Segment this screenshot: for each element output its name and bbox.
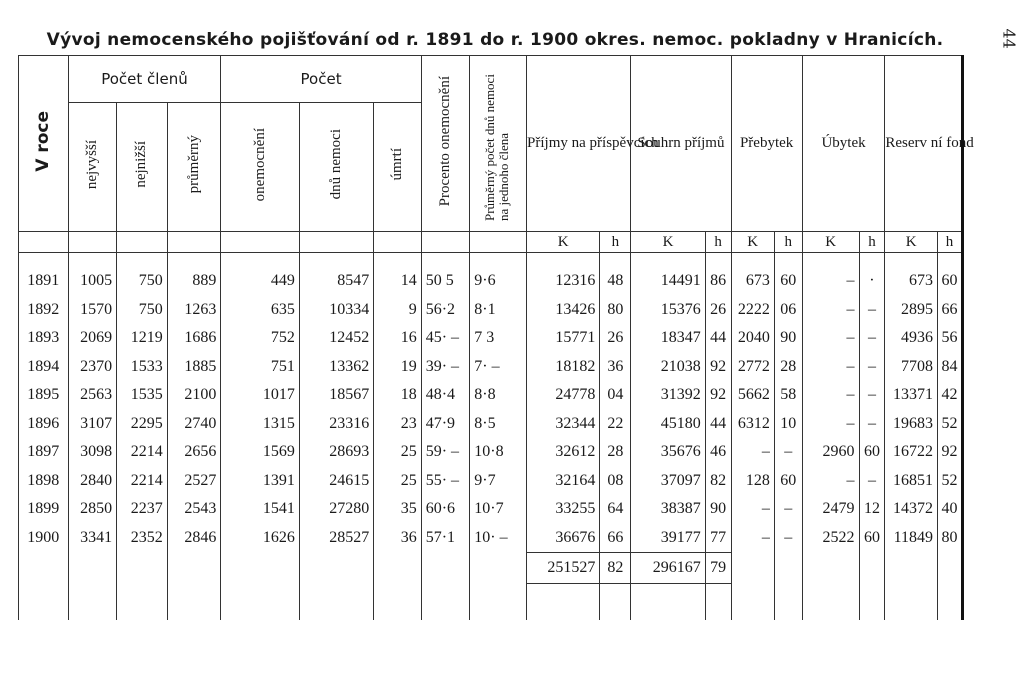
cell-res-h: 52 bbox=[938, 467, 963, 496]
total-tot-h: 79 bbox=[705, 553, 731, 584]
table-row bbox=[19, 467, 963, 496]
cell-days: 12452 bbox=[299, 324, 373, 353]
cell-ill: 1315 bbox=[221, 410, 299, 439]
cell-res-h: 66 bbox=[938, 296, 963, 325]
kh-k: K bbox=[802, 232, 859, 253]
header-reserve: Reserv ní fond bbox=[885, 56, 963, 232]
cell-avg: 2656 bbox=[167, 438, 221, 467]
cell-res-h: 92 bbox=[938, 438, 963, 467]
cell-def-k: 2960 bbox=[802, 438, 859, 467]
cell-max: 2563 bbox=[68, 381, 117, 410]
kh-k: K bbox=[731, 232, 774, 253]
cell-res-k: 13371 bbox=[885, 381, 938, 410]
table-row bbox=[19, 253, 963, 296]
cell-max: 1005 bbox=[68, 253, 117, 296]
header-avg: průměrný bbox=[167, 103, 221, 232]
cell-inc-h: 48 bbox=[600, 253, 631, 296]
table-row bbox=[19, 410, 963, 439]
cell-def-k: 2479 bbox=[802, 495, 859, 524]
cell-inc-h: 36 bbox=[600, 353, 631, 382]
cell-pct: 50 5 bbox=[421, 253, 470, 296]
cell-res-k: 673 bbox=[885, 253, 938, 296]
cell-res-h: 42 bbox=[938, 381, 963, 410]
header-surplus: Přebytek bbox=[731, 56, 802, 232]
cell-deaths: 19 bbox=[374, 353, 422, 382]
cell-max: 2069 bbox=[68, 324, 117, 353]
totals-row bbox=[19, 553, 963, 584]
cell-tot-k: 21038 bbox=[631, 353, 705, 382]
table-row bbox=[19, 495, 963, 524]
cell-sur-h: 90 bbox=[774, 324, 802, 353]
cell-avg: 2527 bbox=[167, 467, 221, 496]
cell-res-k: 16722 bbox=[885, 438, 938, 467]
cell-deaths: 35 bbox=[374, 495, 422, 524]
cell-def-h: 60 bbox=[859, 438, 885, 467]
cell-def-k: – bbox=[802, 410, 859, 439]
cell-sur-h: 60 bbox=[774, 467, 802, 496]
cell-avg: 2543 bbox=[167, 495, 221, 524]
cell-inc-h: 64 bbox=[600, 495, 631, 524]
kh-k: K bbox=[885, 232, 938, 253]
cell-year: 1892 bbox=[19, 296, 69, 325]
header-illnesses: onemocnění bbox=[221, 103, 299, 232]
cell-days: 8547 bbox=[299, 253, 373, 296]
cell-min: 1533 bbox=[117, 353, 168, 382]
header-deaths: úmrtí bbox=[374, 103, 422, 232]
header-members-group: Počet členů bbox=[68, 56, 221, 103]
cell-ill: 1626 bbox=[221, 524, 299, 553]
kh-k: K bbox=[527, 232, 600, 253]
table-row bbox=[19, 324, 963, 353]
cell-tot-h: 26 bbox=[705, 296, 731, 325]
cell-res-k: 16851 bbox=[885, 467, 938, 496]
header-total-income: Souhrn příjmů bbox=[631, 56, 731, 232]
table-row bbox=[19, 438, 963, 467]
cell-avg: 1263 bbox=[167, 296, 221, 325]
cell-ill: 1541 bbox=[221, 495, 299, 524]
cell-deaths: 18 bbox=[374, 381, 422, 410]
cell-res-k: 7708 bbox=[885, 353, 938, 382]
cell-avgdays: 9·6 bbox=[470, 253, 527, 296]
cell-sur-h: – bbox=[774, 495, 802, 524]
cell-res-k: 11849 bbox=[885, 524, 938, 553]
cell-days: 27280 bbox=[299, 495, 373, 524]
header-pct: Procento onemocnění bbox=[421, 56, 470, 232]
cell-def-k: – bbox=[802, 381, 859, 410]
cell-inc-h: 26 bbox=[600, 324, 631, 353]
cell-sur-h: 10 bbox=[774, 410, 802, 439]
cell-def-h: 60 bbox=[859, 524, 885, 553]
cell-deaths: 36 bbox=[374, 524, 422, 553]
cell-inc-k: 13426 bbox=[527, 296, 600, 325]
cell-min: 2214 bbox=[117, 438, 168, 467]
cell-year: 1891 bbox=[19, 253, 69, 296]
page-number: 44 bbox=[999, 28, 1019, 49]
header-deficit: Úbytek bbox=[802, 56, 885, 232]
cell-sur-k: 6312 bbox=[731, 410, 774, 439]
cell-tot-h: 90 bbox=[705, 495, 731, 524]
cell-pct: 56·2 bbox=[421, 296, 470, 325]
cell-sur-k: 2040 bbox=[731, 324, 774, 353]
cell-ill: 751 bbox=[221, 353, 299, 382]
cell-tot-h: 46 bbox=[705, 438, 731, 467]
cell-days: 24615 bbox=[299, 467, 373, 496]
cell-sur-k: 2772 bbox=[731, 353, 774, 382]
cell-sur-h: 58 bbox=[774, 381, 802, 410]
cell-def-h: – bbox=[859, 324, 885, 353]
cell-tot-h: 44 bbox=[705, 410, 731, 439]
cell-days: 18567 bbox=[299, 381, 373, 410]
cell-def-k: – bbox=[802, 353, 859, 382]
cell-days: 10334 bbox=[299, 296, 373, 325]
cell-tot-k: 14491 bbox=[631, 253, 705, 296]
cell-res-k: 4936 bbox=[885, 324, 938, 353]
cell-year: 1898 bbox=[19, 467, 69, 496]
insurance-table bbox=[18, 55, 974, 620]
cell-deaths: 25 bbox=[374, 438, 422, 467]
kh-blank bbox=[19, 232, 69, 253]
total-tot-k: 296167 bbox=[631, 553, 705, 584]
cell-pct: 39· – bbox=[421, 353, 470, 382]
cell-sur-k: 2222 bbox=[731, 296, 774, 325]
cell-pct: 60·6 bbox=[421, 495, 470, 524]
cell-def-h: 12 bbox=[859, 495, 885, 524]
cell-sur-k: – bbox=[731, 495, 774, 524]
cell-deaths: 16 bbox=[374, 324, 422, 353]
total-inc-k: 251527 bbox=[527, 553, 600, 584]
cell-avg: 2100 bbox=[167, 381, 221, 410]
cell-pct: 47·9 bbox=[421, 410, 470, 439]
cell-tot-h: 82 bbox=[705, 467, 731, 496]
cell-tot-h: 77 bbox=[705, 524, 731, 553]
cell-avgdays: 10· – bbox=[470, 524, 527, 553]
cell-tot-k: 18347 bbox=[631, 324, 705, 353]
cell-sur-h: 28 bbox=[774, 353, 802, 382]
cell-inc-h: 22 bbox=[600, 410, 631, 439]
kh-h: h bbox=[600, 232, 631, 253]
table-row bbox=[19, 524, 963, 553]
cell-res-h: 40 bbox=[938, 495, 963, 524]
cell-def-k: 2522 bbox=[802, 524, 859, 553]
cell-days: 28527 bbox=[299, 524, 373, 553]
cell-avg: 2846 bbox=[167, 524, 221, 553]
cell-inc-k: 32612 bbox=[527, 438, 600, 467]
cell-res-h: 56 bbox=[938, 324, 963, 353]
cell-inc-k: 24778 bbox=[527, 381, 600, 410]
cell-tot-h: 44 bbox=[705, 324, 731, 353]
cell-tot-k: 45180 bbox=[631, 410, 705, 439]
cell-def-h: – bbox=[859, 296, 885, 325]
cell-inc-k: 12316 bbox=[527, 253, 600, 296]
cell-year: 1895 bbox=[19, 381, 69, 410]
cell-ill: 1017 bbox=[221, 381, 299, 410]
cell-deaths: 25 bbox=[374, 467, 422, 496]
cell-deaths: 14 bbox=[374, 253, 422, 296]
cell-inc-k: 32344 bbox=[527, 410, 600, 439]
table-row bbox=[19, 296, 963, 325]
cell-min: 1535 bbox=[117, 381, 168, 410]
cell-def-h: · bbox=[859, 253, 885, 296]
cell-inc-h: 04 bbox=[600, 381, 631, 410]
cell-ill: 1569 bbox=[221, 438, 299, 467]
cell-res-h: 84 bbox=[938, 353, 963, 382]
cell-ill: 1391 bbox=[221, 467, 299, 496]
header-contrib: Příjmy na příspěvcích bbox=[527, 56, 631, 232]
cell-avgdays: 10·8 bbox=[470, 438, 527, 467]
cell-max: 2840 bbox=[68, 467, 117, 496]
cell-sur-h: – bbox=[774, 438, 802, 467]
kh-h: h bbox=[774, 232, 802, 253]
cell-inc-k: 18182 bbox=[527, 353, 600, 382]
cell-days: 23316 bbox=[299, 410, 373, 439]
cell-min: 750 bbox=[117, 296, 168, 325]
cell-inc-k: 36676 bbox=[527, 524, 600, 553]
total-inc-h: 82 bbox=[600, 553, 631, 584]
cell-inc-h: 28 bbox=[600, 438, 631, 467]
kh-k: K bbox=[631, 232, 705, 253]
cell-inc-h: 66 bbox=[600, 524, 631, 553]
cell-min: 1219 bbox=[117, 324, 168, 353]
cell-res-h: 52 bbox=[938, 410, 963, 439]
cell-avg: 1885 bbox=[167, 353, 221, 382]
cell-ill: 752 bbox=[221, 324, 299, 353]
cell-min: 2352 bbox=[117, 524, 168, 553]
table-row bbox=[19, 353, 963, 382]
table-row bbox=[19, 381, 963, 410]
cell-avgdays: 8·5 bbox=[470, 410, 527, 439]
cell-min: 2295 bbox=[117, 410, 168, 439]
page-title: Vývoj nemocenského pojišťování od r. 1891 do r. 1900 okres. nemoc. pokladny v Hranicích. bbox=[46, 30, 944, 50]
cell-inc-k: 33255 bbox=[527, 495, 600, 524]
cell-avgdays: 8·1 bbox=[470, 296, 527, 325]
cell-pct: 59· – bbox=[421, 438, 470, 467]
header-avg-days: Průměrný počet dnů nemoci na jednoho člena bbox=[470, 56, 527, 232]
cell-avgdays: 7 3 bbox=[470, 324, 527, 353]
kh-h: h bbox=[938, 232, 963, 253]
cell-max: 1570 bbox=[68, 296, 117, 325]
cell-year: 1893 bbox=[19, 324, 69, 353]
cell-avgdays: 7· – bbox=[470, 353, 527, 382]
kh-h: h bbox=[859, 232, 885, 253]
cell-max: 3341 bbox=[68, 524, 117, 553]
cell-inc-h: 80 bbox=[600, 296, 631, 325]
cell-tot-k: 38387 bbox=[631, 495, 705, 524]
cell-sur-h: 60 bbox=[774, 253, 802, 296]
cell-def-h: – bbox=[859, 467, 885, 496]
cell-avgdays: 8·8 bbox=[470, 381, 527, 410]
cell-avgdays: 10·7 bbox=[470, 495, 527, 524]
table-body bbox=[19, 253, 963, 621]
cell-def-k: – bbox=[802, 296, 859, 325]
cell-avg: 2740 bbox=[167, 410, 221, 439]
cell-sur-h: 06 bbox=[774, 296, 802, 325]
cell-year: 1894 bbox=[19, 353, 69, 382]
header-year: V roce bbox=[19, 56, 69, 232]
cell-sur-k: – bbox=[731, 524, 774, 553]
header-sick-days: dnů nemoci bbox=[299, 103, 373, 232]
cell-max: 2370 bbox=[68, 353, 117, 382]
cell-inc-k: 32164 bbox=[527, 467, 600, 496]
cell-tot-k: 35676 bbox=[631, 438, 705, 467]
cell-ill: 635 bbox=[221, 296, 299, 325]
cell-pct: 48·4 bbox=[421, 381, 470, 410]
cell-res-h: 60 bbox=[938, 253, 963, 296]
cell-deaths: 9 bbox=[374, 296, 422, 325]
cell-ill: 449 bbox=[221, 253, 299, 296]
cell-sur-k: 5662 bbox=[731, 381, 774, 410]
cell-min: 2214 bbox=[117, 467, 168, 496]
cell-sur-k: 128 bbox=[731, 467, 774, 496]
cell-res-k: 2895 bbox=[885, 296, 938, 325]
cell-sur-k: – bbox=[731, 438, 774, 467]
cell-def-h: – bbox=[859, 381, 885, 410]
cell-max: 3107 bbox=[68, 410, 117, 439]
cell-res-h: 80 bbox=[938, 524, 963, 553]
cell-min: 750 bbox=[117, 253, 168, 296]
cell-year: 1899 bbox=[19, 495, 69, 524]
cell-def-h: – bbox=[859, 353, 885, 382]
cell-res-k: 19683 bbox=[885, 410, 938, 439]
cell-deaths: 23 bbox=[374, 410, 422, 439]
cell-max: 3098 bbox=[68, 438, 117, 467]
cell-def-k: – bbox=[802, 467, 859, 496]
cell-tot-k: 31392 bbox=[631, 381, 705, 410]
cell-sur-k: 673 bbox=[731, 253, 774, 296]
cell-sur-h: – bbox=[774, 524, 802, 553]
cell-avg: 1686 bbox=[167, 324, 221, 353]
cell-days: 13362 bbox=[299, 353, 373, 382]
cell-avg: 889 bbox=[167, 253, 221, 296]
cell-tot-k: 15376 bbox=[631, 296, 705, 325]
cell-tot-k: 37097 bbox=[631, 467, 705, 496]
cell-avgdays: 9·7 bbox=[470, 467, 527, 496]
cell-def-h: – bbox=[859, 410, 885, 439]
kh-h: h bbox=[705, 232, 731, 253]
cell-pct: 55· – bbox=[421, 467, 470, 496]
cell-pct: 45· – bbox=[421, 324, 470, 353]
cell-year: 1897 bbox=[19, 438, 69, 467]
cell-pct: 57·1 bbox=[421, 524, 470, 553]
cell-inc-k: 15771 bbox=[527, 324, 600, 353]
cell-res-k: 14372 bbox=[885, 495, 938, 524]
cell-max: 2850 bbox=[68, 495, 117, 524]
header-count-group: Počet bbox=[221, 56, 421, 103]
cell-year: 1900 bbox=[19, 524, 69, 553]
header-max: nejvyšší bbox=[68, 103, 117, 232]
cell-def-k: – bbox=[802, 253, 859, 296]
cell-min: 2237 bbox=[117, 495, 168, 524]
cell-tot-h: 92 bbox=[705, 381, 731, 410]
cell-days: 28693 bbox=[299, 438, 373, 467]
cell-tot-h: 92 bbox=[705, 353, 731, 382]
header-min: nejnižší bbox=[117, 103, 168, 232]
cell-def-k: – bbox=[802, 324, 859, 353]
cell-tot-k: 39177 bbox=[631, 524, 705, 553]
cell-inc-h: 08 bbox=[600, 467, 631, 496]
cell-year: 1896 bbox=[19, 410, 69, 439]
cell-tot-h: 86 bbox=[705, 253, 731, 296]
